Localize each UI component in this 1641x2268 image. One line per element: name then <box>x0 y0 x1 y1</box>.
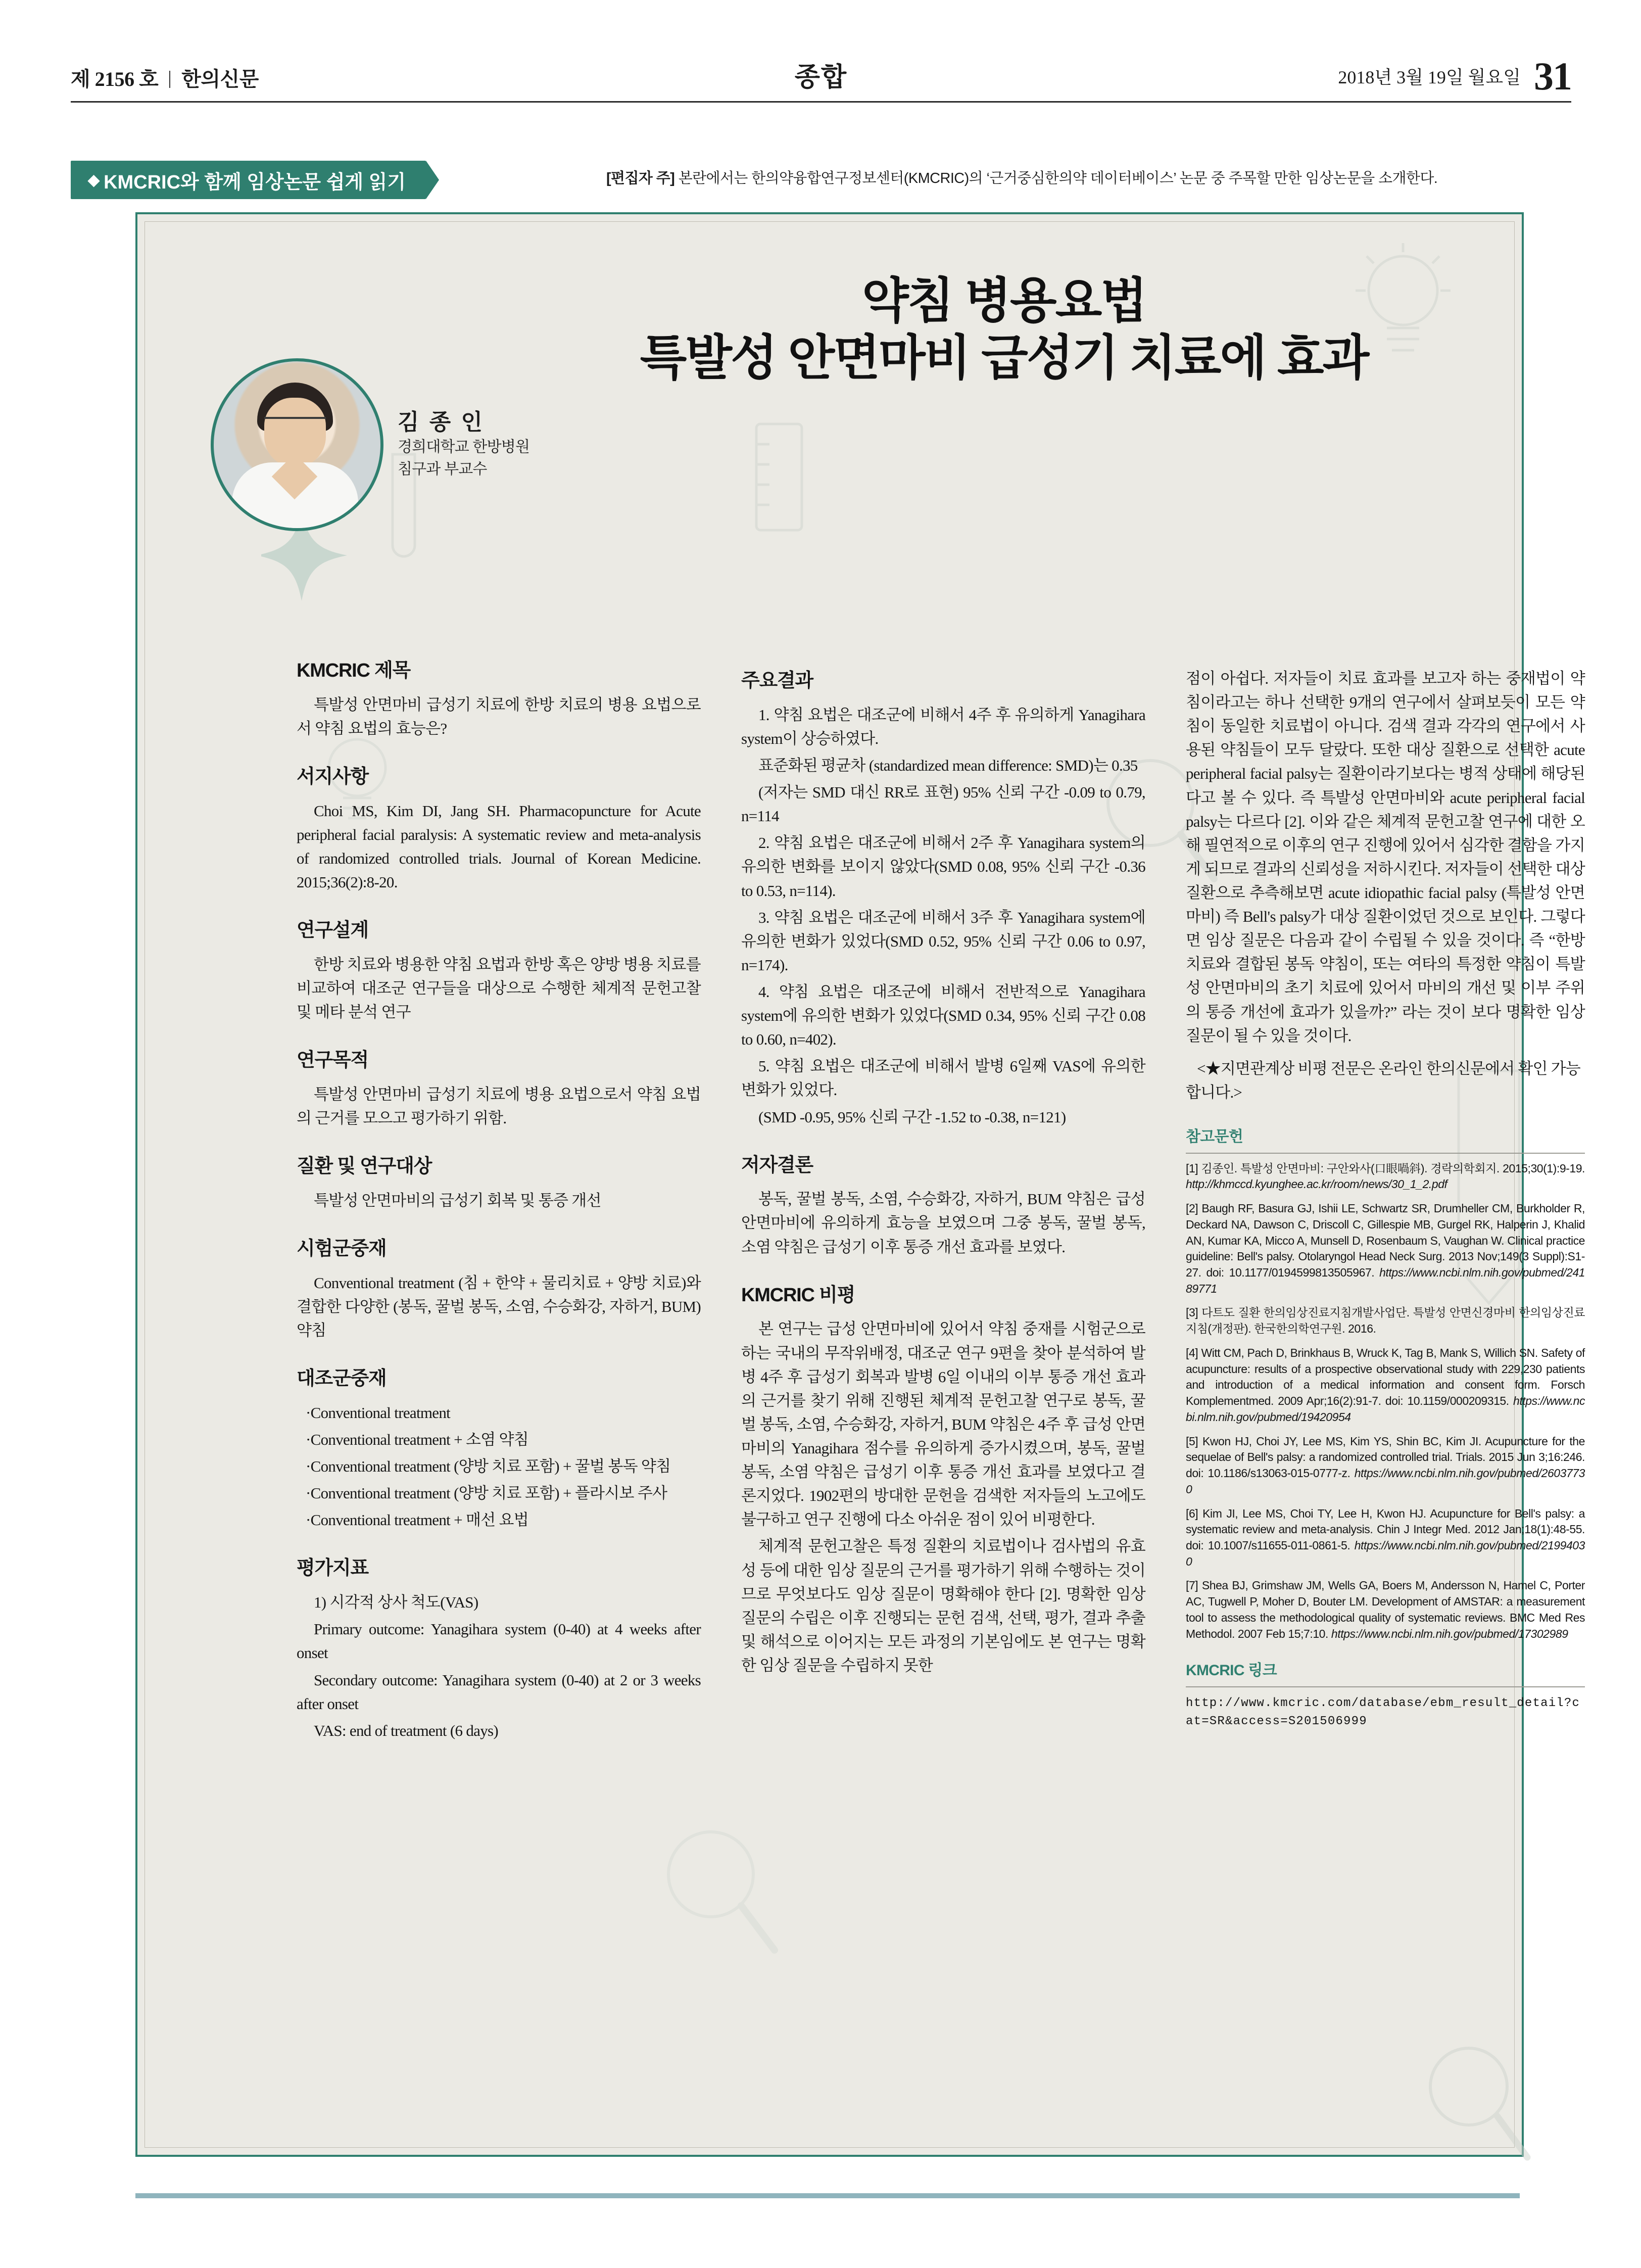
column-one <box>297 656 701 1745</box>
paragraph: 한방 치료와 병용한 약침 요법과 한방 혹은 양방 병용 치료를 비교하여 대조군 연구들을 대상으로 수행한 체계적 문헌고찰 및 메타 분석 연구 <box>297 955 701 1021</box>
reference-text: [2] Baugh RF, Basura GJ, Ishii LE, Schwartz SR, Drumheller CM, Burkholder R, Deckard NA, Dawson C, Driscoll C, Gillespie MB, Gurgel RK, Halperin J, Khalid AN, Kumar KA, Micco A, Munsell D, Rosenbaum S, Vaughan W. Clinical practice guideline: Bell's palsy. Otolaryngol Head Neck Surg. 2013 Nov;149(3 Suppl):S1-27. doi: 10.1177/0194599813505967. <box>1186 1202 1585 1279</box>
list-item: ·Conventional treatment (양방 치료 포함) + 꿀벌 봉독 약침 <box>306 1457 671 1476</box>
paragraph: 점이 아쉽다. 저자들이 치료 효과를 보고자 하는 중재법이 약침이라고는 하나 선택한 9개의 연구에서 살펴보듯이 모든 약침이 동일한 치료법이 아니다. 검색 결과 각각의 연구에서 사용된 약침들이 모두 달랐다. 또한 대상 질환으로 선택한 acute peripheral facial palsy는 질환이라기보다는 병적 상태에 해당된다고 볼 수 있다. 즉 특발성 안면마비와 acute peripheral facial palsy는 다르다 [2]. 이와 같은 체계적 문헌고찰 연구에 대한 오해 필연적으로 이후의 연구 진행에 있어서 심각한 결함을 가지게 되므로 결과의 신뢰성을 저하시킨다. 저자들이 선택한 대상 질환으로 추측해보면 acute idiopathic facial palsy (특발성 안면마비) 즉 Bell's palsy가 대상 질환이었던 것으로 보인다. 그렇다면 임상 질문은 다음과 같이 수립될 수 있을 것이다. 즉 “한방 치료와 결합된 봉독 약침이, 또는 여타의 특정한 약침이 특발성 안면마비의 초기 치료에 있어서 마비의 개선 및 이부 주위의 통증 개선에 효과가 있을까?” 라는 것이 보다 명확한 임상 질문이 될 수 있을 것이다. <box>1186 670 1585 1045</box>
section-heading-outcomes: 평가지표 <box>297 1557 369 1579</box>
editor-note <box>606 168 1571 189</box>
paragraph: Conventional treatment (침 + 한약 + 물리치료 + 양방 치료)와 결합한 다양한 (봉독, 꿀벌 봉독, 소염, 수승화강, 자하거, BUM) 약침 <box>297 1273 701 1340</box>
list-item: ·Conventional treatment <box>306 1403 451 1422</box>
online-note: <★지면관계상 비평 전문은 온라인 한의신문에서 확인 가능합니다.> <box>1186 1059 1580 1101</box>
paragraph: 특발성 안면마비의 급성기 회복 및 통증 개선 <box>314 1191 601 1209</box>
reference-item <box>1186 1201 1585 1297</box>
section-heading-study-design: 연구설계 <box>297 920 369 941</box>
series-tagbar <box>71 161 1571 199</box>
reference-url[interactable]: https://www.ncbi.nlm.nih.gov/pubmed/21994030 <box>1186 1538 1585 1568</box>
masthead-rule <box>71 101 1571 103</box>
reference-item <box>1186 1161 1585 1193</box>
paragraph: 표준화된 평균차 (standardized mean difference: SMD)는 0.35 <box>758 756 1138 774</box>
paragraph: (저자는 SMD 대신 RR로 표현) 95% 신뢰 구간 -0.09 to 0.79, n=114 <box>741 783 1145 825</box>
footer-rule <box>135 2193 1520 2198</box>
paragraph: 1) 시각적 상사 척도(VAS) <box>314 1593 478 1612</box>
page-number: 31 <box>1534 54 1571 98</box>
paragraph: 1. 약침 요법은 대조군에 비해서 4주 후 유의하게 Yanagihara system이 상승하였다. <box>741 705 1145 747</box>
paragraph: 5. 약침 요법은 대조군에 비해서 발병 6일째 VAS에 유의한 변화가 있었다. <box>741 1057 1145 1099</box>
headline-line2: 특발성 안면마비 급성기 치료에 효과 <box>640 331 1368 386</box>
reference-url[interactable]: https://www.ncbi.nlm.nih.gov/pubmed/26037730 <box>1186 1467 1585 1496</box>
paper-name: 한의신문 <box>181 68 259 91</box>
series-ribbon-label: KMCRIC와 함께 임상논문 쉽게 읽기 <box>104 171 406 193</box>
paragraph: 특발성 안면마비 급성기 치료에 병용 요법으로서 약침 요법의 근거를 모으고 평가하기 위함. <box>297 1085 701 1127</box>
kmcric-link-rule <box>1186 1686 1585 1687</box>
column-three <box>1186 667 1585 1731</box>
reference-item <box>1186 1305 1585 1337</box>
kmcric-link-heading: KMCRIC 링크 <box>1186 1662 1277 1679</box>
paragraph: Primary outcome: Yanagihara system (0-40) at 4 weeks after onset <box>297 1620 701 1662</box>
editor-note-text: 본란에서는 한의약융합연구정보센터(KMCRIC)의 ‘근거중심한의약 데이터베이스’ 논문 중 주목할 만한 임상논문을 소개한다. <box>678 170 1438 186</box>
section-heading-intervention: 시험군중재 <box>297 1238 387 1260</box>
author-affiliation-line2: 침구과 부교수 <box>398 460 487 478</box>
editor-note-label: [편집자 주] <box>606 170 675 186</box>
reference-item <box>1186 1578 1585 1642</box>
paragraph: VAS: end of treatment (6 days) <box>314 1721 498 1739</box>
list-item: ·Conventional treatment + 매선 요법 <box>306 1511 528 1529</box>
paragraph: 본 연구는 급성 안면마비에 있어서 약침 중재를 시험군으로 하는 국내의 무작위배정, 대조군 연구 9편을 찾아 분석하여 발병 4주 후 급성기 회복과 발병 6일 이내의 이부 통증 개선 효과의 근거를 찾기 위해 진행된 체계적 문헌고찰 연구로 봉독, 꿀벌 봉독, 소염, 수승화강, 자하거, BUM 약침은 4주 후 급성 안면마비의 Yanagihara 점수를 유의하게 증가시켰으며, 봉독, 꿀벌 봉독, 소염 약침은 급성기 이후 통증 개선 효과를 보였다고 결론지었다. 1902편의 방대한 문헌을 검색한 저자들의 노고에도 불구하고 연구 진행에 다소 아쉬운 점이 있어 비평한다. <box>741 1320 1145 1529</box>
section-title: 종합 <box>794 63 848 92</box>
paragraph: 3. 약침 요법은 대조군에 비해서 3주 후 Yanagihara system에 유의한 변화가 있었다(SMD 0.52, 95% 신뢰 구간 0.06 to 0.97, n=174). <box>741 908 1145 974</box>
section-heading-main-results: 주요결과 <box>741 670 813 691</box>
author-affiliation-line1: 경희대학교 한방병원 <box>398 439 530 455</box>
paragraph: 봉독, 꿀벌 봉독, 소염, 수승화강, 자하거, BUM 약침은 급성 안면마비에 유의하게 효능을 보였으며 그중 봉독, 꿀벌 봉독, 소염 약침은 급성기 이후 통증 개선 효과를 보였다. <box>741 1190 1145 1256</box>
publication-date: 2018년 3월 19일 월요일 <box>1338 67 1521 88</box>
column-two <box>741 667 1145 1680</box>
section-heading-citation: 서지사항 <box>297 766 369 787</box>
reference-text: [5] Kwon HJ, Choi JY, Lee MS, Kim YS, Shin BC, Kim JI. Acupuncture for the sequelae of Bell's palsy: a randomized controlled trial. Trials. 2015 Jun 3;16:246. doi: 10.1186/s13063-015-0777-z. <box>1186 1434 1585 1480</box>
section-heading-kmcric-critique: KMCRIC 비평 <box>741 1284 855 1306</box>
reference-item <box>1186 1506 1585 1570</box>
section-heading-disease-subjects: 질환 및 연구대상 <box>297 1156 432 1177</box>
author-affiliation <box>398 436 529 480</box>
magnifier-doodle-icon-2 <box>655 1819 787 1970</box>
author-photo <box>211 358 383 531</box>
reference-text: [4] Witt CM, Pach D, Brinkhaus B, Wruck K, Tag B, Mank S, Willich SN. Safety of acupuncture: results of a prospective observational study with 229,230 patients and introduction of a medical information and consent form. Forsch Komplementmed. 2009 Apr;16(2):91-7. doi: 10.1159/000209315. <box>1186 1346 1585 1408</box>
reference-text: [7] Shea BJ, Grimshaw JM, Wells GA, Boers M, Andersson N, Hamel C, Porter AC, Tugwell P, Moher D, Bouter LM. Development of AMSTAR: a measurement tool to assess the methodological quality of systematic reviews. BMC Med Res Methodol. 2007 Feb 15;7:10. <box>1186 1579 1585 1640</box>
reference-item <box>1186 1434 1585 1498</box>
list-item: ·Conventional treatment (양방 치료 포함) + 플라시보 주사 <box>306 1484 667 1502</box>
article-panel <box>135 212 1585 2157</box>
issue-number: 제 2156 호 <box>71 68 159 91</box>
paragraph: 4. 약침 요법은 대조군에 비해서 전반적으로 Yanagihara system에 유의한 변화가 있었다(SMD 0.34, 95% 신뢰 구간 0.08 to 0.60, n=402). <box>741 982 1145 1049</box>
diamond-icon: ◆ <box>88 171 100 188</box>
paragraph: 체계적 문헌고찰은 특정 질환의 치료법이나 검사법의 유효성 등에 대한 임상 질문의 근거를 평가하기 위해 수행하는 것이므로 무엇보다도 임상 질문이 명확해야 한다 [2]. 명확한 임상 질문의 수립은 이후 진행되는 문헌 검색, 선택, 평가, 결과 추출 및 해석으로 이어지는 모든 과정의 기본임에도 본 연구는 명확한 임상 질문을 수립하지 못한 <box>741 1537 1145 1674</box>
reference-text: [6] Kim JI, Lee MS, Choi TY, Lee H, Kwon HJ. Acupuncture for Bell's palsy: a systematic review and meta-analysis. Chin J Integr Med. 2012 Jan;18(1):48-55. doi: 10.1007/s11655-011-0861-5. <box>1186 1506 1585 1552</box>
section-heading-control: 대조군중재 <box>297 1368 387 1390</box>
section-heading-kmcric-title: KMCRIC 제목 <box>297 660 411 681</box>
paragraph: Secondary outcome: Yanagihara system (0-40) at 2 or 3 weeks after onset <box>297 1671 701 1713</box>
reference-url[interactable]: https://www.ncbi.nlm.nih.gov/pubmed/24189771 <box>1186 1265 1585 1295</box>
section-heading-study-purpose: 연구목적 <box>297 1050 369 1071</box>
author-name: 김 종 인 <box>398 410 485 435</box>
paragraph: Choi MS, Kim DI, Jang SH. Pharmacopuncture for Acute peripheral facial paralysis: A systematic review and meta-analysis of randomized controlled trials. Journal of Korean Medicine. 2015;36(2):8-20. <box>297 801 701 891</box>
references-rule <box>1186 1153 1585 1154</box>
list-item: ·Conventional treatment + 소염 약침 <box>306 1431 528 1448</box>
article-headline <box>529 272 1479 387</box>
masthead <box>0 0 1641 126</box>
ruler-doodle-icon <box>736 414 852 540</box>
reference-text: [3] 다트도 질환 한의임상진료지침개발사업단. 특발성 안면신경마비 한의임상진료지침(개정판). 한국한의학연구원. 2016. <box>1186 1306 1585 1336</box>
section-heading-author-conclusion: 저자결론 <box>741 1154 813 1176</box>
article-panel-inner <box>144 221 1585 2148</box>
paragraph: (SMD -0.95, 95% 신뢰 구간 -1.52 to -0.38, n=121) <box>758 1108 1066 1126</box>
series-ribbon <box>71 161 426 199</box>
references-heading: 참고문헌 <box>1186 1128 1243 1145</box>
paragraph: 특발성 안면마비 급성기 치료에 한방 치료의 병용 요법으로서 약침 요법의 효능은? <box>297 695 701 737</box>
reference-url[interactable]: http://khmccd.kyunghee.ac.kr/room/news/30_1_2.pdf <box>1186 1177 1447 1191</box>
glasses-icon <box>264 417 326 432</box>
reference-url[interactable]: https://www.ncbi.nlm.nih.gov/pubmed/19420954 <box>1186 1394 1585 1424</box>
kmcric-link-url[interactable]: http://www.kmcric.com/database/ebm_result_detail?cat=SR&access=S201506999 <box>1186 1696 1580 1728</box>
reference-text: [1] 김종인. 특발성 안면마비: 구안와사(口眼喎斜). 경락의학회지. 2015;30(1):9-19. <box>1186 1161 1585 1175</box>
reference-url[interactable]: https://www.ncbi.nlm.nih.gov/pubmed/17302989 <box>1331 1627 1568 1640</box>
paragraph: 2. 약침 요법은 대조군에 비해서 2주 후 Yanagihara system의 유의한 변화를 보이지 않았다(SMD 0.08, 95% 신뢰 구간 -0.36 to 0.53, n=114). <box>741 834 1145 900</box>
reference-item <box>1186 1345 1585 1426</box>
headline-line1: 약침 병용요법 <box>861 274 1146 328</box>
magnifier-doodle-icon-3 <box>1418 2036 1539 2178</box>
